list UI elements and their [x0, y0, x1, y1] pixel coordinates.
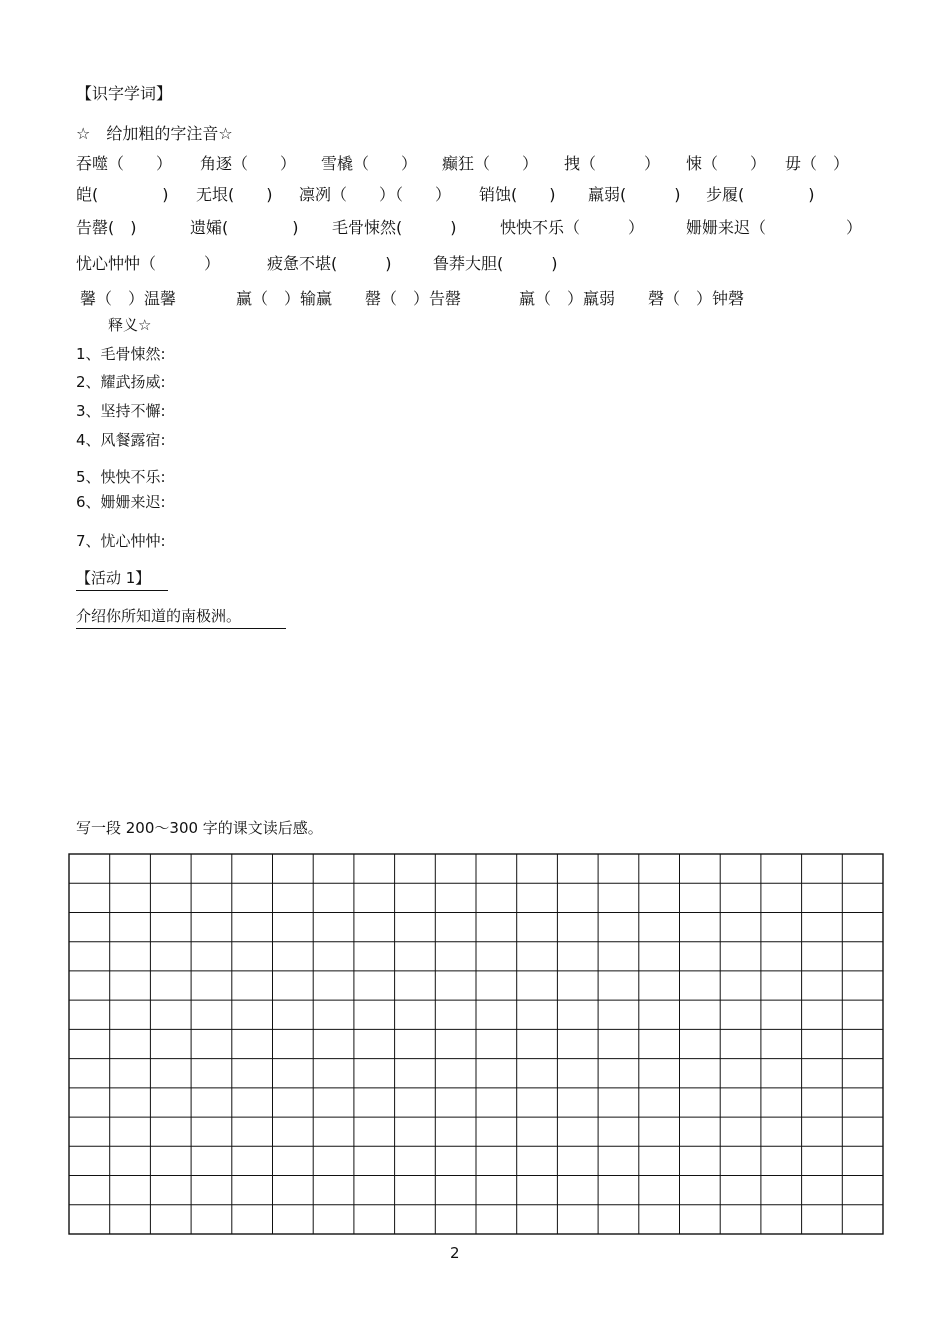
phonetic-item: 鲁莽大胆( ) [433, 254, 558, 273]
phonetic-item: 毛骨悚然( ) [332, 218, 457, 237]
phonetic-item: 羸弱( ) [588, 185, 681, 204]
writing-grid[interactable] [68, 853, 884, 1235]
phonetic-item: 无垠( ) [196, 185, 273, 204]
phonetic-item: 馨（ ）温馨 [80, 289, 177, 308]
phonetic-item: 遗孀( ) [190, 218, 299, 237]
phonetic-item: 角逐（ ） [200, 154, 297, 173]
phonetic-instruction: ☆ 给加粗的字注音☆ [76, 124, 233, 143]
phonetic-item: 癫狂（ ） [442, 154, 539, 173]
explain-item: 5、怏怏不乐: [76, 468, 166, 486]
explain-title: 释义☆ [108, 316, 152, 334]
phonetic-item: 雪橇（ ） [321, 154, 418, 173]
phonetic-item: 毋（ ） [785, 154, 850, 173]
explain-item: 4、风餐露宿: [76, 431, 166, 449]
phonetic-item: 姗姗来迟（ ） [686, 218, 863, 237]
activity-prompt: 介绍你所知道的南极洲。 [76, 606, 286, 629]
phonetic-item: 拽（ ） [564, 154, 661, 173]
explain-item: 6、姗姗来迟: [76, 493, 166, 511]
activity-title: 【活动 1】 [76, 568, 168, 591]
page-number: 2 [450, 1244, 460, 1262]
phonetic-item: 磬（ ）钟磬 [648, 289, 745, 308]
phonetic-item: 怏怏不乐（ ） [500, 218, 645, 237]
explain-item: 3、坚持不懈: [76, 402, 166, 420]
phonetic-item: 罄（ ）告罄 [365, 289, 462, 308]
explain-item: 7、忧心忡忡: [76, 532, 166, 550]
phonetic-item: 赢（ ）输赢 [236, 289, 333, 308]
phonetic-item: 羸（ ）羸弱 [519, 289, 616, 308]
phonetic-item: 凛冽（ ）（ ） [299, 185, 452, 204]
phonetic-item: 悚（ ） [686, 154, 767, 173]
essay-prompt: 写一段 200～300 字的课文读后感。 [76, 819, 323, 837]
phonetic-item: 销蚀( ) [479, 185, 556, 204]
phonetic-item: 忧心忡忡（ ） [76, 254, 221, 273]
phonetic-item: 告罄( ) [76, 218, 137, 237]
phonetic-item: 皑( ) [76, 185, 169, 204]
phonetic-item: 疲惫不堪( ) [267, 254, 392, 273]
explain-item: 1、毛骨悚然: [76, 345, 166, 363]
phonetic-item: 步履( ) [706, 185, 815, 204]
explain-item: 2、耀武扬威: [76, 373, 166, 391]
phonetic-item: 吞噬（ ） [76, 154, 173, 173]
section-title-recognize: 【识字学词】 [76, 84, 173, 103]
